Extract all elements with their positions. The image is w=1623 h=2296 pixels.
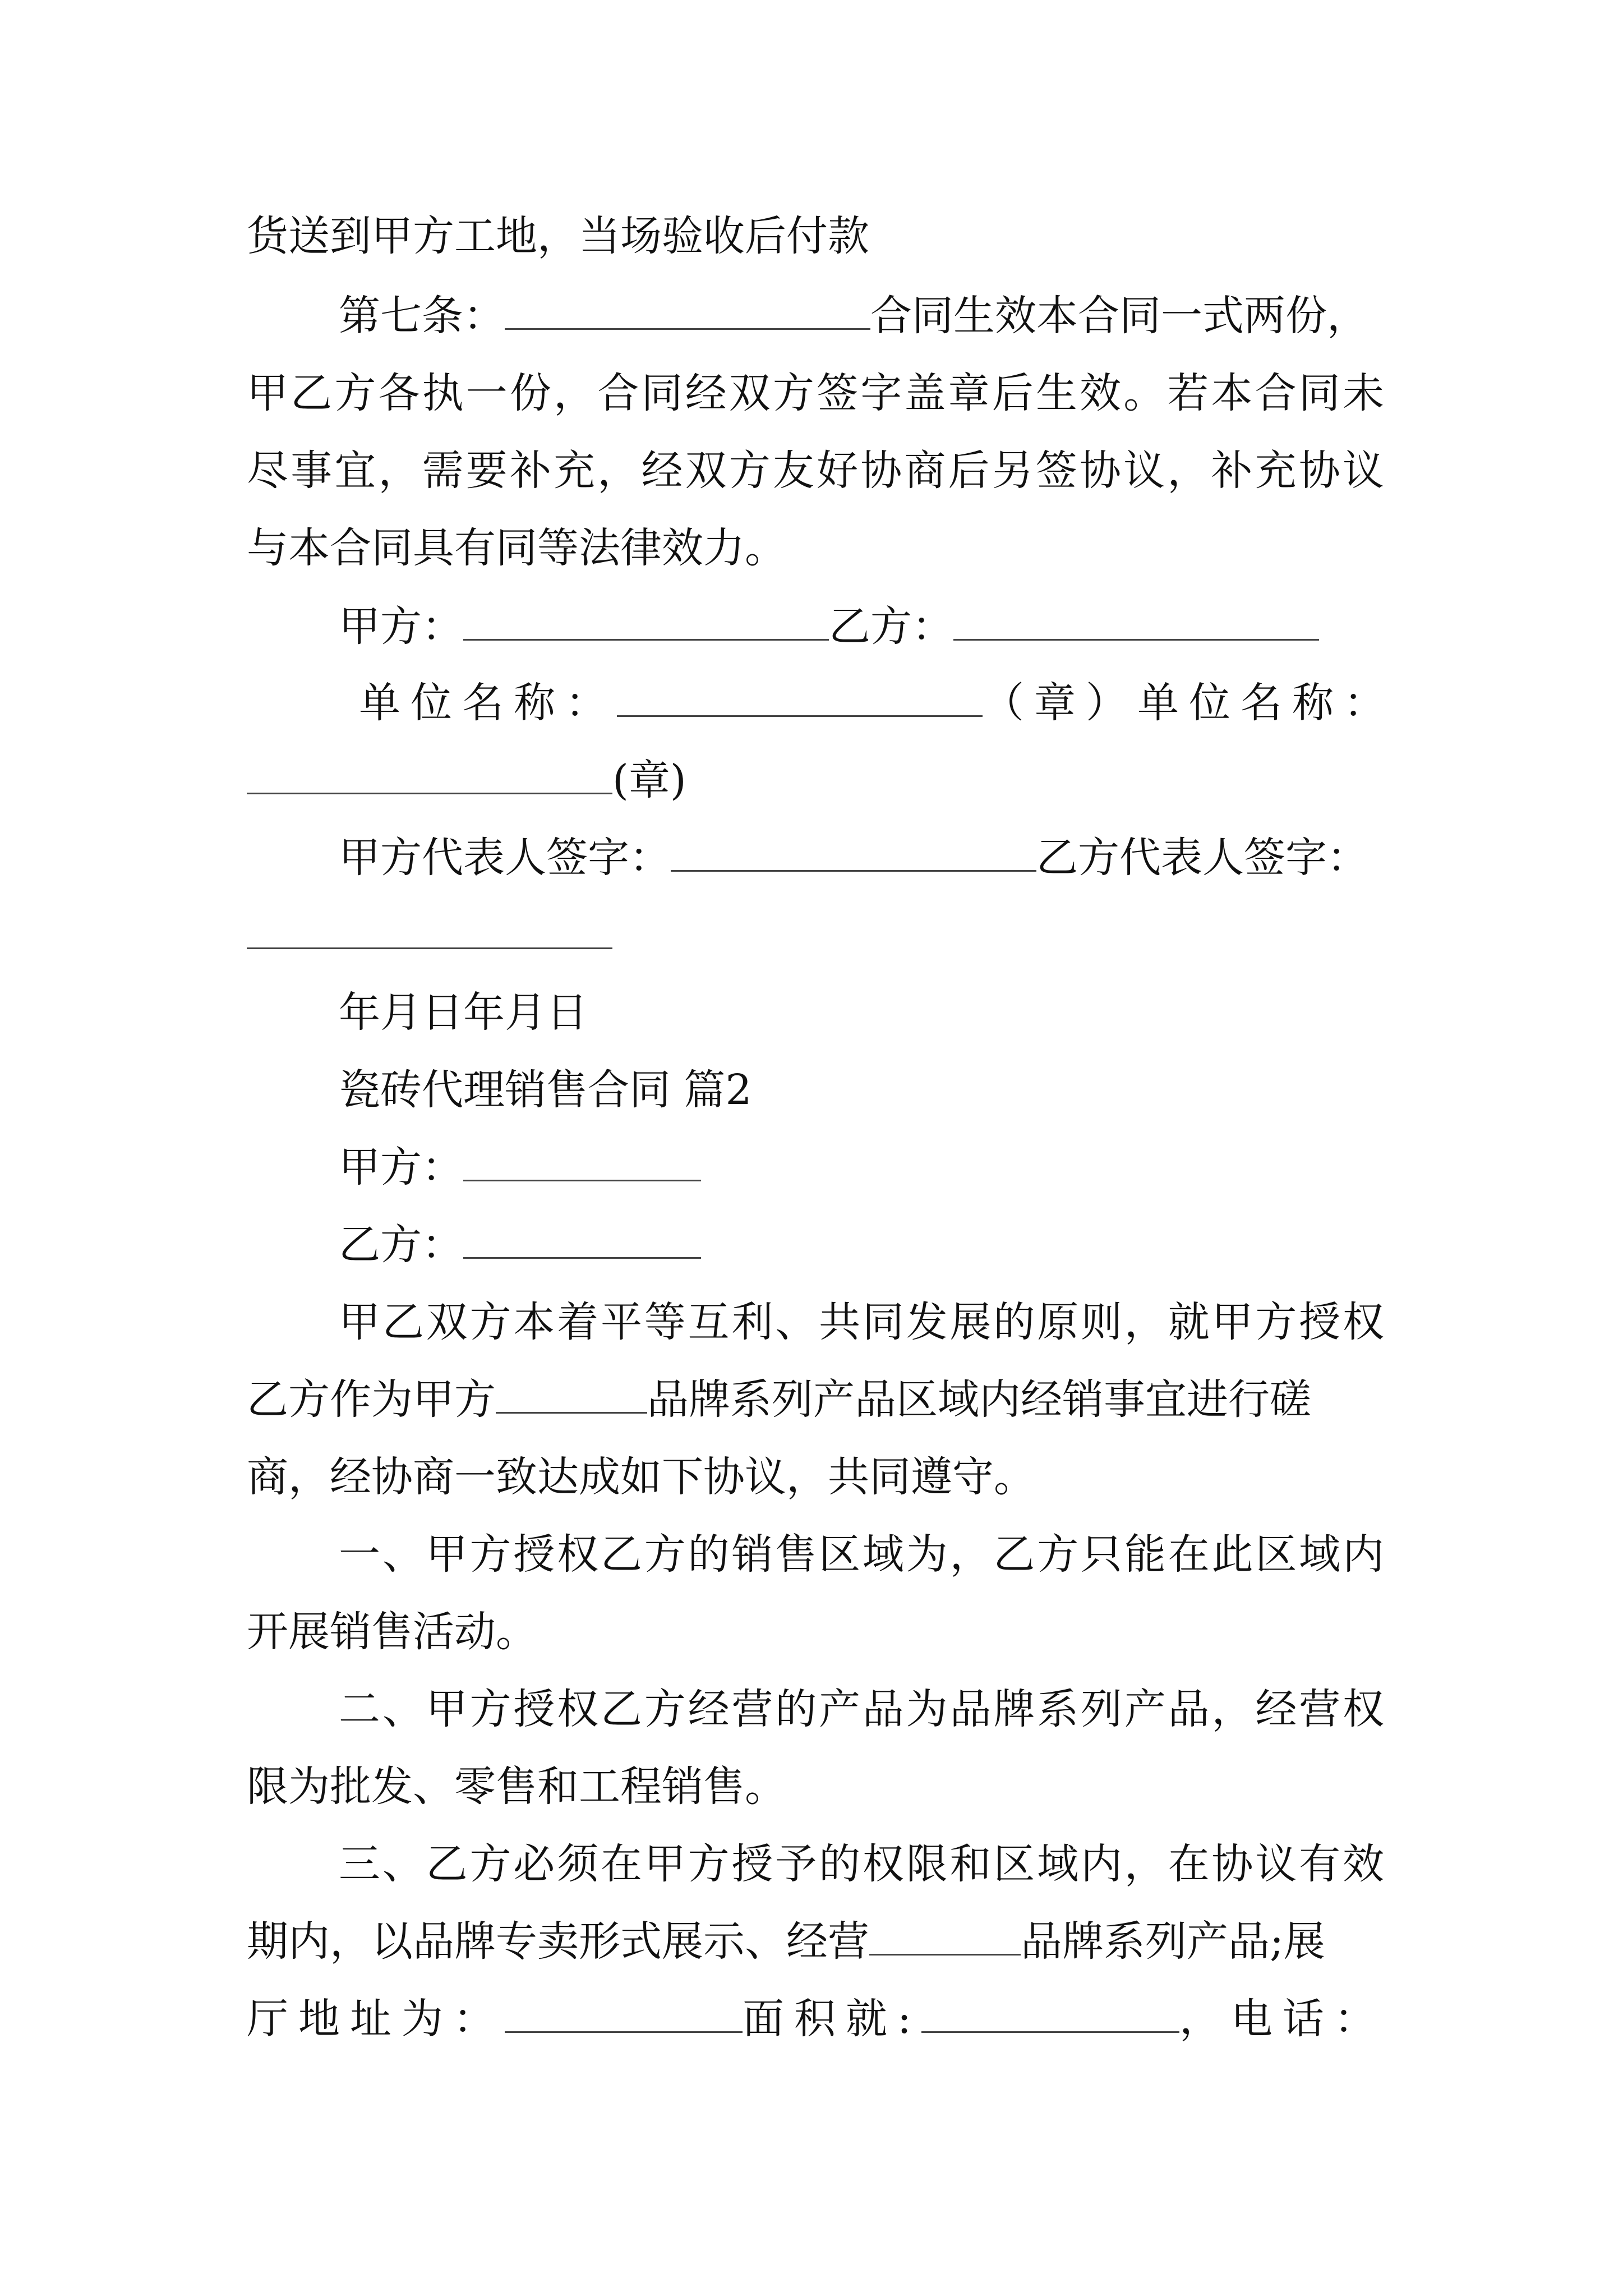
text-line	[339, 1291, 1384, 1353]
date-line	[339, 982, 588, 1043]
party-b-label: 乙方：	[339, 1221, 463, 1269]
text: 尽事宜，需要补充，经双方友好协商后另签协议，补充协议	[247, 447, 1384, 495]
party-a-field[interactable]	[463, 1145, 701, 1181]
unit-name-field[interactable]	[617, 680, 983, 717]
party-line	[339, 596, 1319, 657]
text-line	[339, 1833, 1384, 1895]
area-label: 面积就:	[743, 1995, 921, 2043]
brand-field[interactable]	[869, 1919, 1021, 1955]
party-a-label: 甲方：	[339, 1143, 463, 1191]
party-b-field[interactable]	[953, 604, 1319, 641]
text: 合同生效本合同一式两份，	[870, 292, 1368, 340]
representative-line	[339, 827, 1368, 889]
text-line	[247, 1756, 786, 1818]
unit-name-line	[359, 672, 1395, 734]
brand-field[interactable]	[496, 1377, 647, 1414]
party-a-line	[339, 1137, 701, 1198]
party-b-label: 乙方：	[829, 602, 953, 651]
text: 乙方作为甲方	[247, 1375, 496, 1424]
text: 三、乙方必须在甲方授予的权限和区域内，在协议有效	[339, 1840, 1384, 1888]
seal-unit-label: （章）单位名称：	[983, 679, 1395, 727]
text: 品牌系列产品;展	[1021, 1917, 1325, 1966]
text: 品牌系列产品区域内经销事宜进行磋	[647, 1375, 1311, 1424]
blank-field[interactable]	[505, 293, 870, 330]
address-field[interactable]	[505, 1996, 743, 2033]
heading-text: 瓷砖代理销售合同 篇2	[339, 1066, 752, 1114]
rep-b-field[interactable]	[247, 913, 612, 949]
text: 开展销售活动。	[247, 1608, 537, 1656]
text-line	[247, 205, 869, 267]
party-a-field[interactable]	[463, 604, 829, 641]
rep-b-label: 乙方代表人签字：	[1036, 834, 1368, 882]
text: 与本合同具有同等法律效力。	[247, 524, 786, 572]
text: 年月日年月日	[339, 988, 588, 1037]
phone-label: ，电话：	[1179, 1995, 1386, 2043]
text: 二、甲方授权乙方经营的产品为品牌系列产品，经营权	[339, 1685, 1384, 1733]
section-heading	[339, 1059, 752, 1121]
rep-a-label: 甲方代表人签字：	[339, 834, 671, 882]
text-line	[247, 1911, 1325, 1972]
text: 甲乙方各执一份，合同经双方签字盖章后生效。若本合同未	[247, 369, 1384, 417]
text: 限为批发、零售和工程销售。	[247, 1763, 786, 1811]
text-line	[247, 1988, 1386, 2050]
text: 一、甲方授权乙方的销售区域为，乙方只能在此区域内	[339, 1530, 1384, 1579]
text-line	[247, 440, 1384, 501]
party-a-label: 甲方：	[339, 602, 463, 651]
text-line	[247, 517, 786, 579]
seal-label: (章)	[612, 756, 686, 804]
text-line	[247, 1369, 1311, 1430]
article-7-line	[339, 285, 1368, 347]
rep-a-field[interactable]	[671, 835, 1036, 872]
signature-line	[247, 904, 612, 966]
text-line	[247, 362, 1384, 424]
party-b-field[interactable]	[463, 1222, 701, 1259]
area-field[interactable]	[921, 1996, 1179, 2033]
text-line	[339, 1524, 1384, 1585]
address-label: 厅地址为：	[247, 1995, 505, 2043]
text-line	[339, 1678, 1384, 1740]
text: 商，经协商一致达成如下协议，共同遵守。	[247, 1453, 1035, 1501]
unit-name-field[interactable]	[247, 758, 612, 794]
text-line	[247, 1446, 1035, 1508]
unit-name-label: 单位名称：	[359, 679, 617, 727]
text: 货送到甲方工地，当场验收后付款	[247, 212, 869, 260]
seal-line	[247, 749, 686, 811]
text: 期内，以品牌专卖形式展示、经营	[247, 1917, 869, 1966]
party-b-line	[339, 1214, 701, 1276]
text: 甲乙双方本着平等互利、共同发展的原则，就甲方授权	[339, 1298, 1384, 1346]
text-line	[247, 1601, 537, 1663]
text: 第七条：	[339, 292, 505, 340]
